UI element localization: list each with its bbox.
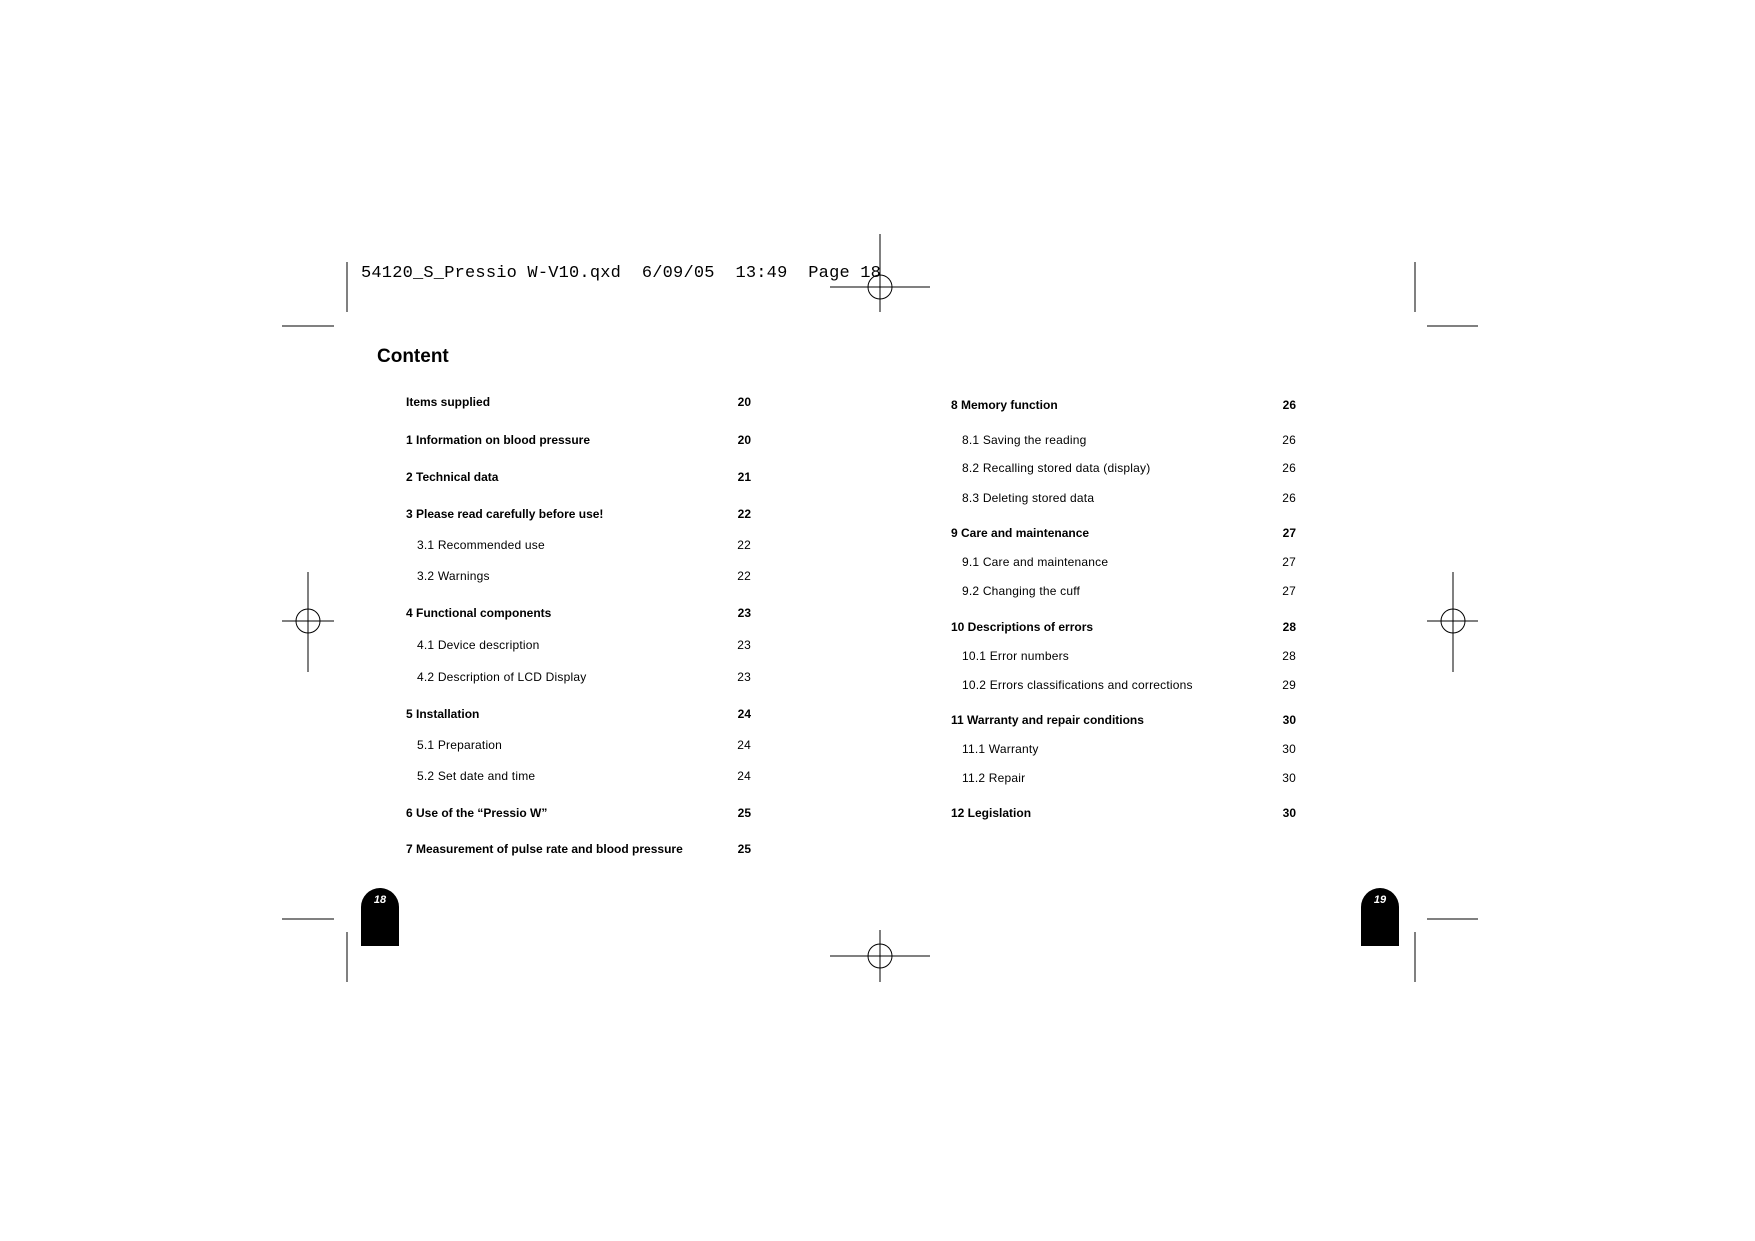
toc-entry-page: 20 bbox=[737, 395, 751, 409]
toc-entry-label: 8 Memory function bbox=[951, 398, 1058, 412]
toc-entry bbox=[406, 431, 751, 449]
toc-entry-label: 8.2 Recalling stored data (display) bbox=[962, 461, 1151, 475]
toc-entry-label: 12 Legislation bbox=[951, 806, 1032, 820]
toc-entry-label: 7 Measurement of pulse rate and blood pressure bbox=[406, 842, 683, 856]
toc-entry-label: 4 Functional components bbox=[406, 606, 552, 620]
toc-entry-page: 23 bbox=[737, 606, 751, 620]
toc-entry-label: 1 Information on blood pressure bbox=[406, 433, 591, 447]
toc-entry-page: 30 bbox=[1282, 742, 1296, 756]
toc-entry-label: 11.1 Warranty bbox=[962, 742, 1039, 756]
toc-entry-page: 22 bbox=[737, 507, 751, 521]
page-title: Content bbox=[377, 346, 449, 367]
toc-entry-page: 28 bbox=[1282, 649, 1296, 663]
toc-entry-label: 9.1 Care and maintenance bbox=[962, 555, 1109, 569]
toc-entry-page: 27 bbox=[1282, 584, 1296, 598]
toc-entry bbox=[951, 553, 1296, 571]
toc-entry-page: 26 bbox=[1282, 398, 1296, 412]
toc-entry-page: 20 bbox=[737, 433, 751, 447]
toc-entry-label: 8.3 Deleting stored data bbox=[962, 491, 1095, 505]
toc-entry-page: 28 bbox=[1282, 620, 1296, 634]
toc-entry bbox=[406, 604, 751, 622]
toc-entry bbox=[951, 618, 1296, 636]
registration-mark-top bbox=[830, 234, 930, 312]
toc-entry bbox=[406, 393, 751, 411]
toc-entry bbox=[406, 536, 751, 554]
toc-entry-label: 11.2 Repair bbox=[962, 771, 1026, 785]
toc-entry-page: 21 bbox=[737, 470, 751, 484]
toc-entry bbox=[951, 431, 1296, 449]
toc-entry-page: 22 bbox=[737, 569, 751, 583]
toc-entry-label: 5.1 Preparation bbox=[417, 738, 503, 752]
toc-entry bbox=[951, 647, 1296, 665]
toc-entry-page: 26 bbox=[1282, 461, 1296, 475]
toc-entry-page: 24 bbox=[737, 707, 751, 721]
toc-entry-page: 25 bbox=[737, 806, 751, 820]
toc-entry-page: 30 bbox=[1282, 771, 1296, 785]
toc-entry-label: 5.2 Set date and time bbox=[417, 769, 536, 783]
toc-entry bbox=[951, 459, 1296, 477]
toc-entry-page: 27 bbox=[1282, 526, 1296, 540]
toc-entry-label: 9 Care and maintenance bbox=[951, 526, 1090, 540]
toc-entry-label: 4.2 Description of LCD Display bbox=[417, 670, 587, 684]
registration-mark-left bbox=[282, 572, 334, 672]
toc-entry-label: 9.2 Changing the cuff bbox=[962, 584, 1081, 598]
toc-entry bbox=[951, 489, 1296, 507]
registration-mark-bottom bbox=[830, 930, 930, 982]
toc-entry bbox=[951, 711, 1296, 729]
toc-entry bbox=[406, 705, 751, 723]
toc-entry-page: 30 bbox=[1282, 806, 1296, 820]
toc-entry-page: 23 bbox=[737, 638, 751, 652]
page-number-tab-left bbox=[361, 888, 399, 946]
toc-entry bbox=[951, 769, 1296, 787]
toc-entry-page: 24 bbox=[737, 769, 751, 783]
toc-entry bbox=[406, 636, 751, 654]
file-slug-header: 54120_S_Pressio W-V10.qxd 6/09/05 13:49 Page 18 bbox=[361, 264, 882, 283]
toc-entry bbox=[951, 396, 1296, 414]
toc-entry-page: 29 bbox=[1282, 678, 1296, 692]
page-number-tab-right bbox=[1361, 888, 1399, 946]
toc-entry bbox=[406, 736, 751, 754]
toc-entry-label: 3 Please read carefully before use! bbox=[406, 507, 604, 521]
toc-entry-label: 10 Descriptions of errors bbox=[951, 620, 1094, 634]
toc-entry-page: 23 bbox=[737, 670, 751, 684]
toc-entry bbox=[406, 767, 751, 785]
toc-entry-page: 22 bbox=[737, 538, 751, 552]
page-number-right: 19 bbox=[1373, 894, 1387, 906]
toc-entry bbox=[951, 524, 1296, 542]
toc-entry bbox=[951, 582, 1296, 600]
toc-entry-page: 24 bbox=[737, 738, 751, 752]
toc-entry-label: 10.2 Errors classifications and corrections bbox=[962, 678, 1193, 692]
toc-entry-label: Items supplied bbox=[406, 395, 491, 409]
page-number-left: 18 bbox=[373, 894, 387, 906]
toc-entry-label: 6 Use of the “Pressio W” bbox=[406, 806, 548, 820]
toc-entry-page: 27 bbox=[1282, 555, 1296, 569]
toc-entry bbox=[951, 676, 1296, 694]
toc-entry bbox=[406, 840, 751, 858]
registration-mark-right bbox=[1427, 572, 1478, 672]
toc-entry bbox=[406, 804, 751, 822]
toc-entry bbox=[406, 505, 751, 523]
toc-entry bbox=[406, 468, 751, 486]
toc-entry-label: 8.1 Saving the reading bbox=[962, 433, 1087, 447]
toc-entry-label: 3.1 Recommended use bbox=[417, 538, 545, 552]
toc-entry-label: 3.2 Warnings bbox=[417, 569, 490, 583]
toc-entry-page: 26 bbox=[1282, 491, 1296, 505]
toc-entry bbox=[406, 668, 751, 686]
toc-entry-page: 25 bbox=[737, 842, 751, 856]
toc-entry-page: 30 bbox=[1282, 713, 1296, 727]
toc-entry-label: 5 Installation bbox=[406, 707, 480, 721]
toc-entry-label: 4.1 Device description bbox=[417, 638, 540, 652]
toc-entry bbox=[951, 804, 1296, 822]
toc-entry bbox=[951, 740, 1296, 758]
toc-entry-label: 2 Technical data bbox=[406, 470, 499, 484]
toc-entry-page: 26 bbox=[1282, 433, 1296, 447]
toc-entry-label: 10.1 Error numbers bbox=[962, 649, 1069, 663]
toc-entry bbox=[406, 567, 751, 585]
toc-entry-label: 11 Warranty and repair conditions bbox=[951, 713, 1144, 727]
